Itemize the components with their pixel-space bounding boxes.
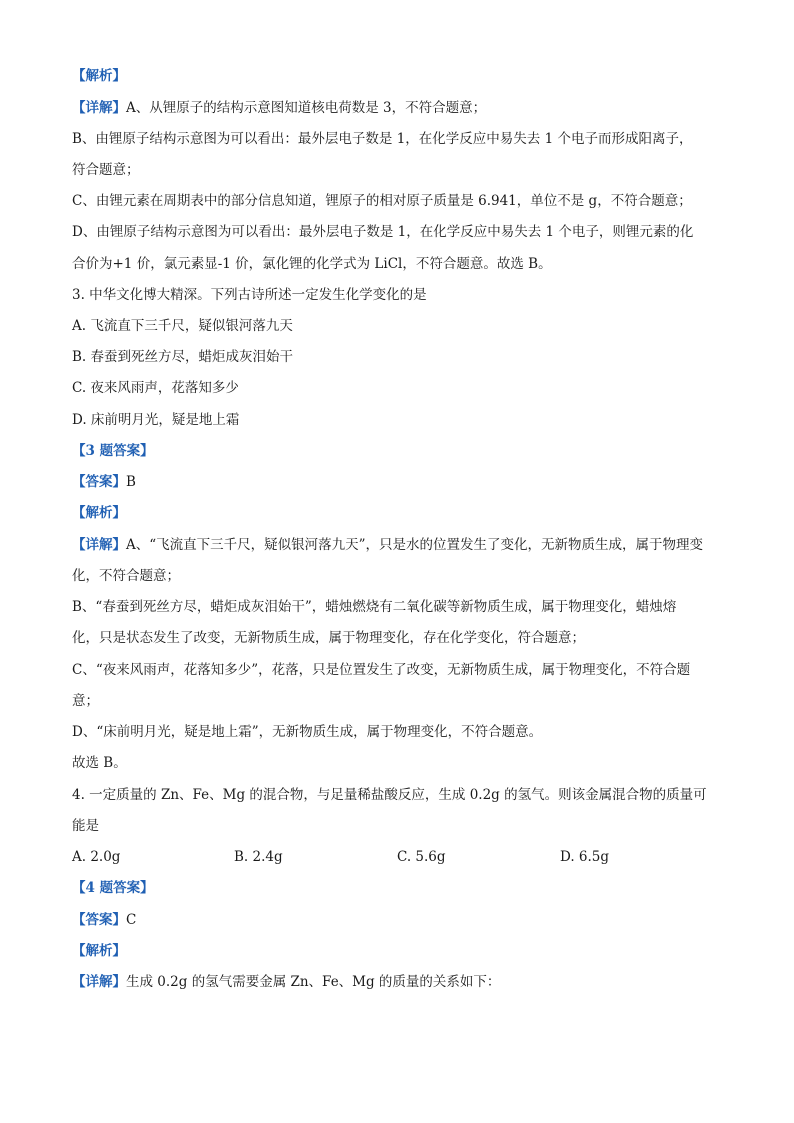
- text-line: 【详解】生成 0.2g 的氢气需要金属 Zn、Fe、Mg 的质量的关系如下：: [72, 974, 501, 990]
- answer-line: 【答案】C: [72, 912, 137, 928]
- text-line: 【详解】A、从锂原子的结构示意图知道核电荷数是 3，不符合题意；: [72, 100, 487, 116]
- option-b: B. 春蚕到死丝方尽，蜡炬成灰泪始干: [72, 349, 294, 365]
- text-line: D、“床前明月光，疑是地上霜”，无新物质生成，属于物理变化，不符合题意。: [72, 724, 543, 740]
- question-4: 4. 一定质量的 Zn、Fe、Mg 的混合物，与足量稀盐酸反应，生成 0.2g 的氢气。则该金属混合物的质量可: [72, 787, 707, 803]
- text-line: C、“夜来风雨声，花落知多少”，花落，只是位置发生了改变，无新物质生成，属于物理变化，不符合题: [72, 662, 691, 678]
- text-line: B、由锂原子结构示意图为可以看出：最外层电子数是 1，在化学反应中易失去 1 个电子而形成阳离子，: [72, 131, 693, 147]
- text-line: 合价为+1 价，氯元素显-1 价，氯化锂的化学式为 LiCl，不符合题意。故选 B。: [72, 256, 552, 272]
- text-line: 符合题意；: [72, 162, 140, 178]
- section-heading: 【4 题答案】: [72, 880, 154, 896]
- option-d: D. 床前明月光，疑是地上霜: [72, 412, 240, 428]
- answer-line: 【答案】B: [72, 474, 136, 490]
- q4-option-b: B. 2.4g: [234, 849, 283, 865]
- text-line: B、“春蚕到死丝方尽，蜡炬成灰泪始干”，蜡烛燃烧有二氧化碳等新物质生成，属于物理变化，蜡烛熔: [72, 599, 677, 615]
- text-line: 故选 B。: [72, 755, 127, 771]
- text-line: 化，不符合题意；: [72, 568, 180, 584]
- section-heading: 【3 题答案】: [72, 443, 154, 459]
- text-line: 【解析】: [72, 505, 126, 521]
- text-line: C、由锂元素在周期表中的部分信息知道，锂原子的相对原子质量是 6.941，单位不是 g，不符合题意；: [72, 193, 692, 209]
- text-line: 意；: [72, 693, 99, 709]
- text-line: 能是: [72, 818, 99, 834]
- question-3: 3. 中华文化博大精深。下列古诗所述一定发生化学变化的是: [72, 287, 427, 303]
- text-line: 化，只是状态发生了改变，无新物质生成，属于物理变化，存在化学变化，符合题意；: [72, 630, 585, 646]
- q4-option-a: A. 2.0g: [72, 849, 121, 865]
- option-a: A. 飞流直下三千尺，疑似银河落九天: [72, 318, 293, 334]
- text-line: 【详解】A、“飞流直下三千尺，疑似银河落九天”，只是水的位置发生了变化，无新物质生成，属于物理变: [72, 537, 704, 553]
- text-line: 【解析】: [72, 943, 126, 959]
- text-line: D、由锂原子结构示意图为可以看出：最外层电子数是 1，在化学反应中易失去 1 个电子，则锂元素的化: [72, 224, 694, 240]
- q4-option-d: D. 6.5g: [560, 849, 610, 865]
- option-c: C. 夜来风雨声，花落知多少: [72, 380, 239, 396]
- q4-option-c: C. 5.6g: [397, 849, 446, 865]
- text-line: 【解析】: [72, 68, 126, 84]
